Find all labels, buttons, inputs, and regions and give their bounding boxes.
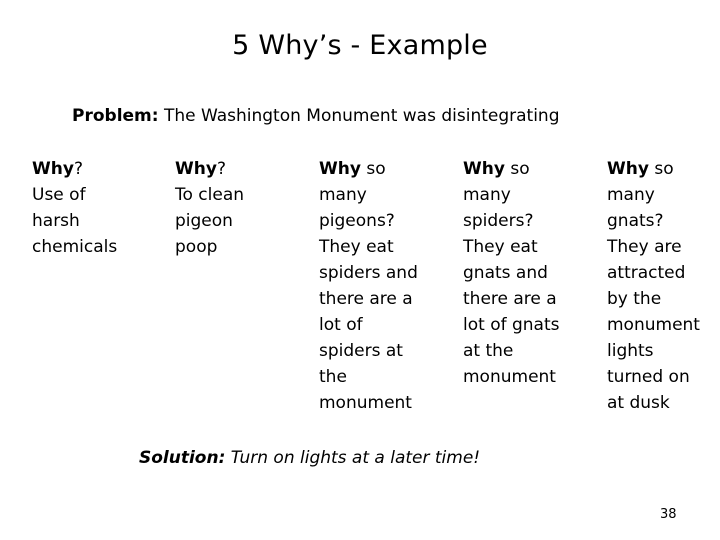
why-line: pigeons? [319, 211, 395, 231]
why-line: monument [319, 393, 412, 413]
why-suffix: so [504, 159, 530, 179]
why-line: at dusk [607, 393, 670, 413]
why-line: chemicals [32, 237, 118, 257]
why-line: the [319, 367, 347, 387]
why-column-5 [607, 156, 720, 416]
why-column-3 [319, 156, 439, 416]
solution-text: Turn on lights at a later time! [230, 448, 481, 468]
why-line: They eat [463, 237, 538, 257]
why-column-2 [175, 156, 295, 260]
why-word: Why [463, 159, 505, 179]
why-heading [175, 156, 295, 182]
why-suffix: ? [216, 159, 226, 179]
slide-title: 5 Why’s - Example [232, 30, 488, 61]
why-line: Use of [32, 185, 86, 205]
why-heading [607, 156, 720, 182]
why-line: spiders and [319, 263, 418, 283]
why-heading [463, 156, 583, 182]
why-line: many [319, 185, 367, 205]
why-line: monument [607, 315, 700, 335]
why-word: Why [175, 159, 217, 179]
why-line: spiders at [319, 341, 403, 361]
why-line: spiders? [463, 211, 534, 231]
why-line: many [607, 185, 655, 205]
why-line: there are a [463, 289, 557, 309]
why-suffix: ? [73, 159, 83, 179]
why-line: poop [175, 237, 218, 257]
why-heading [319, 156, 439, 182]
why-line: lights [607, 341, 654, 361]
why-line: lot of [319, 315, 363, 335]
solution-label: Solution: [139, 448, 226, 468]
why-line: by the [607, 289, 662, 309]
why-word: Why [607, 159, 649, 179]
why-line: gnats? [607, 211, 664, 231]
why-column-4 [463, 156, 583, 390]
why-line: harsh [32, 211, 80, 231]
problem-text: The Washington Monument was disintegrating [163, 106, 560, 126]
why-line: there are a [319, 289, 413, 309]
why-heading [32, 156, 152, 182]
why-line: They are [607, 237, 682, 257]
why-line: monument [463, 367, 556, 387]
why-line: gnats and [463, 263, 548, 283]
why-line: To clean [175, 185, 245, 205]
why-line: many [463, 185, 511, 205]
why-line: lot of gnats [463, 315, 560, 335]
why-suffix: so [648, 159, 674, 179]
problem-label: Problem: [72, 106, 159, 126]
why-word: Why [32, 159, 74, 179]
why-line: turned on [607, 367, 690, 387]
page-number: 38 [660, 507, 677, 522]
why-line: at the [463, 341, 514, 361]
solution-statement [139, 448, 480, 468]
why-suffix: so [360, 159, 386, 179]
why-line: pigeon [175, 211, 233, 231]
why-column-1 [32, 156, 152, 260]
why-line: They eat [319, 237, 394, 257]
why-line: attracted [607, 263, 686, 283]
why-word: Why [319, 159, 361, 179]
problem-statement [72, 106, 560, 126]
